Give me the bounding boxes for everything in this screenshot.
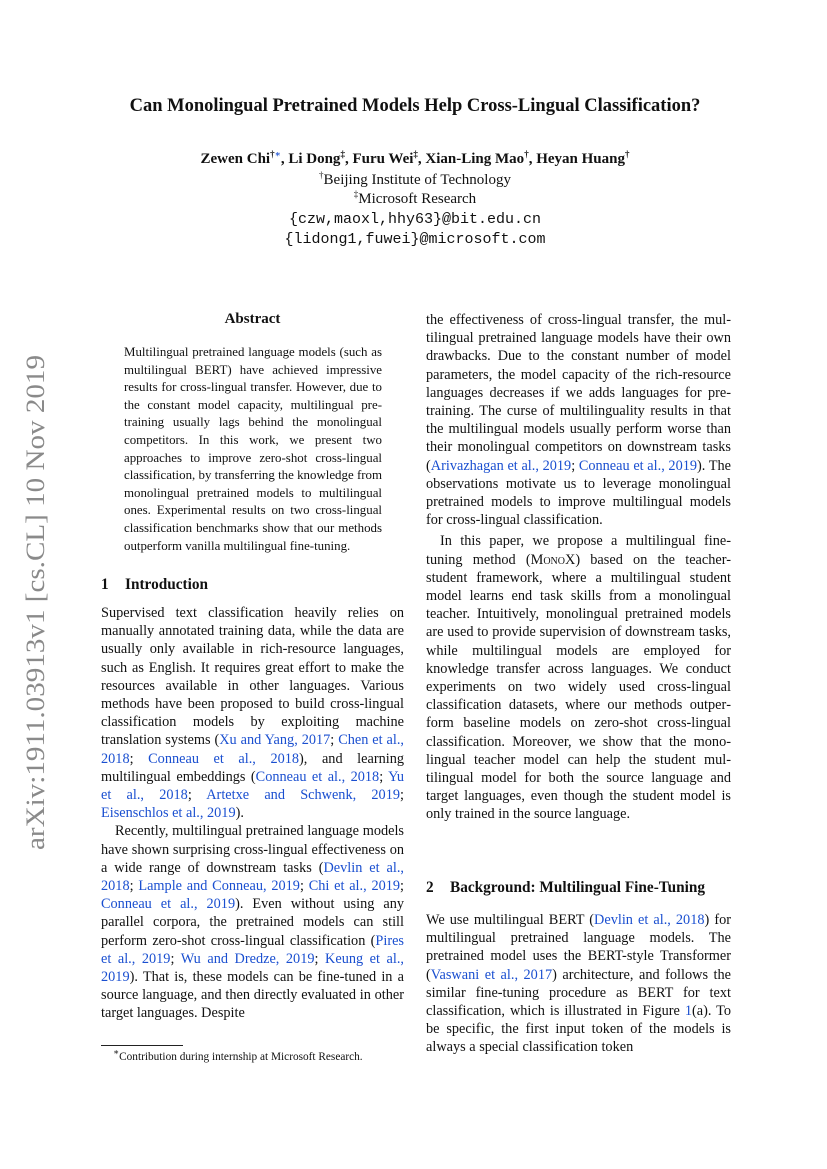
intro-paragraph-2: Recently, multilingual pretrained language models have shown surprising cross-lingual effectiveness on a wide range of downstream tasks (Devlin et al., 2018; Lample and Conneau, 2019; Chi et al., 2019; Conneau et al., 2019). Even without using any parallel corpora, the pretrained models can still perform zero-shot cross-lingual classification (Pires et al., 2019; Wu and Dredze, 2019; Keung et al., 2019). That is, these models can be fine-tuned in a source language, and then directly evaluated in other target languages. Despite (101, 823, 405, 1022)
method-name: MonoX (530, 551, 576, 568)
affiliation-mark: ‡ (340, 149, 345, 159)
affiliation-2: ‡Microsoft Research (353, 189, 477, 207)
affiliation-mark: † (624, 149, 630, 159)
citation-link[interactable]: Conneau et al., 2018 (255, 768, 380, 785)
footnote: ∗Contribution during internship at Microsoft Research. (113, 1047, 363, 1063)
abstract-heading: Abstract (224, 311, 281, 327)
section-heading-introduction: 1 Introduction (101, 576, 209, 593)
intro-paragraph-1: Supervised text classification heavily relies on manually annotated training data, while the data are usually only available in rich-resource languages, such as English. It requires great effort to make the resources available in other languages. Various methods have been proposed to build cross-lingual classification models by exploiting machine translation systems (Xu and Yang, 2017; Chen et al., 2018; Conneau et al., 2018), and learning multilingual embeddings (Conneau et al., 2018; Yu et al., 2018; Artetxe and Schwenk, 2019; Eisenschlos et al., 2019). (101, 605, 405, 822)
citation-link[interactable]: Pires et al., 2019 (101, 932, 404, 967)
background-column (426, 911, 731, 1057)
email-bit: {czw,maoxl,hhy63}@bit.edu.cn (288, 211, 542, 228)
intro-paragraph-4: In this paper, we propose a multilingual fine-tuning method (MonoX) based on the teacher-student framework, where a multilingual student model learns end task skills from a monolingual teacher. Intuitively, monolingual pretrained models are used to provide supervision of downstream tasks, while multilingual models are employed for knowledge transfer across languages. We conduct experiments on two widely used cross-lingual classification datasets, where our methods outperform baseline models on zero-shot cross-lingual classification. Moreover, we show that the monolingual teacher model can help the student multilingual model for both the source language and target languages, even though the student model is only trained in the source language. (426, 533, 731, 823)
affiliation-1: †Beijing Institute of Technology (319, 170, 511, 188)
citation-link[interactable]: Keung et al., 2019 (101, 950, 405, 986)
arxiv-stamp (4, 355, 54, 850)
author-name: Heyan Huang (536, 151, 625, 167)
citation-link[interactable]: Arivazhagan et al., 2019 (430, 457, 572, 474)
email-microsoft: {lidong1,fuwei}@microsoft.com (284, 231, 546, 248)
section-heading-background: 2 Background: Multilingual Fine-Tuning (426, 879, 706, 896)
author-name: Xian-Ling Mao (425, 151, 525, 167)
author-list: Zewen Chi†∗, Li Dong‡, Furu Wei‡, Xian-Ling Mao†, Heyan Huang† (200, 149, 630, 167)
intro-column (101, 604, 404, 1023)
citation-link[interactable]: Wu and Dredze, 2019 (180, 950, 315, 967)
citation-link[interactable]: Chi et al., 2019 (308, 878, 401, 895)
affiliation-mark: † (524, 149, 529, 159)
arxiv-id-text: arXiv:1911.03913v1 [cs.CL] 10 Nov 2019 (21, 407, 50, 850)
citation-link[interactable]: Devlin et al., 2018 (101, 859, 404, 895)
background-paragraph-1: We use multilingual BERT (Devlin et al., 2018) for multilingual pretrained language models. The pretrained model uses the BERT-style Transformer (Vaswani et al., 2017) architecture, and follows the similar fine-tuning procedure as BERT for text classification, which is illustrated in Figure 1(a). To be specific, the first input token of the models is always a special classification token (426, 912, 732, 1056)
citation-link[interactable]: Eisenschlos et al., 2019 (101, 805, 236, 822)
citation-link[interactable]: 1 (684, 1003, 692, 1020)
right-column-intro (426, 311, 731, 824)
citation-link[interactable]: Lample and Conneau, 2019 (138, 878, 300, 895)
citation-link[interactable]: Conneau et al., 2019 (101, 896, 236, 913)
footnote-mark[interactable]: ∗ (274, 149, 281, 159)
paper-title: Can Monolingual Pretrained Models Help Cross-Lingual Classification? (129, 96, 701, 116)
abstract-text: Multilingual pretrained language models (such as multilingual BERT) have achieved impressive results for cross-lingual transfer. However, due to the constant model capacity, multilingual pre-training usually lags behind the monolingual competitors. In this work, we present two approaches to improve zero-shot cross-lingual classification, by transferring the knowledge from monolingual pretrained models to multilingual ones. Experimental results on two cross-lingual classification benchmarks show that our methods outperform vanilla multilingual fine-tuning. (124, 345, 382, 553)
citation-link[interactable]: Conneau et al., 2018 (148, 750, 300, 767)
citation-link[interactable]: Xu and Yang, 2017 (219, 732, 331, 749)
citation-link[interactable]: Artetxe and Schwenk, 2019 (206, 787, 400, 804)
citation-link[interactable]: Devlin et al., 2018 (594, 912, 705, 928)
citation-link[interactable]: Yu et al., 2018 (101, 768, 404, 804)
author-name: Zewen Chi (200, 151, 271, 167)
intro-paragraph-3: the effectiveness of cross-lingual transfer, the multilingual pretrained language models have their own drawbacks. Due to the constant number of model parameters, the model capacity of the rich-resource languages decreases if we adds languages for pre-training. The curse of multilinguality results in that the multilingual models usually perform worse than their monolingual competitors on downstream tasks (Arivazhagan et al., 2019; Conneau et al., 2019). The observations motivate us to leverage monolingual pretrained models to improve multilingual models for cross-lingual classification. (426, 312, 732, 529)
citation-link[interactable]: Chen et al., 2018 (101, 732, 405, 767)
citation-link[interactable]: Conneau et al., 2019 (578, 457, 698, 474)
author-name: Furu Wei (352, 151, 414, 167)
affiliation-mark: ‡ (413, 149, 418, 159)
author-name: Li Dong (288, 151, 341, 167)
footnote-divider (101, 1045, 183, 1046)
affiliation-mark: † (270, 149, 275, 159)
citation-link[interactable]: Vaswani et al., 2017 (430, 966, 553, 983)
